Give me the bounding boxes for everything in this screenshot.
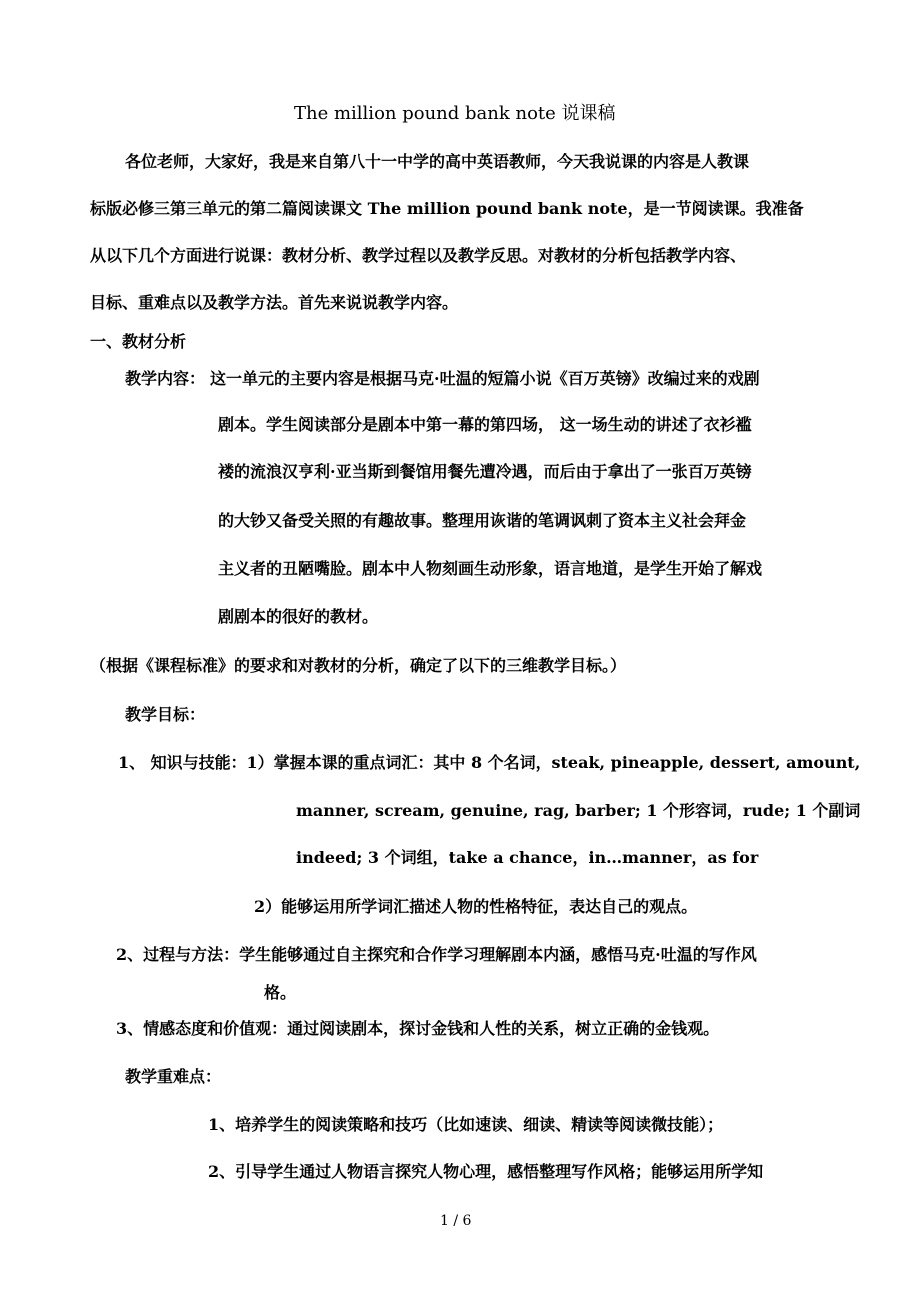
content-line-3: 褛的流浪汉亨利·亚当斯到餐馆用餐先遭冷遇，而后由于拿出了一张百万英镑 <box>218 462 752 481</box>
objective-1-line-4: 2）能够运用所学词汇描述人物的性格特征，表达自己的观点。 <box>254 897 698 916</box>
key-point-1: 1、培养学生的阅读策略和技巧（比如速读、细读、精读等阅读微技能）； <box>208 1115 724 1134</box>
section-heading: 一、教材分析 <box>90 332 187 351</box>
objectives-label: 教学目标： <box>125 705 206 724</box>
content-line-4: 的大钞又备受关照的有趣故事。整理用诙谐的笔调讽刺了资本主义社会拜金 <box>218 511 747 530</box>
objective-1-line-2: manner, scream, genuine, rag, barber; 1 个形容词，rude; 1 个副词 <box>296 801 861 820</box>
intro-line-1: 各位老师，大家好，我是来自第八十一中学的高中英语教师，今天我说课的内容是人教课 <box>125 152 750 171</box>
objective-1-line-3: indeed; 3 个词组，take a chance，in…manner，as for <box>296 848 759 867</box>
objective-2-line-2: 格。 <box>264 983 297 1002</box>
content-label: 教学内容： <box>125 369 206 388</box>
standard-note: （根据《课程标准》的要求和对教材的分析，确定了以下的三维教学目标。） <box>90 656 627 675</box>
key-points-label: 教学重难点： <box>125 1067 222 1086</box>
page-title: The million pound bank note 说课稿 <box>294 103 616 124</box>
content-line-2: 剧本。学生阅读部分是剧本中第一幕的第四场， 这一场生动的讲述了衣衫褴 <box>218 415 752 434</box>
page-number: 1 / 6 <box>440 1213 472 1229</box>
content-line-1: 这一单元的主要内容是根据马克·吐温的短篇小说《百万英镑》改编过来的戏剧 <box>210 369 760 388</box>
key-point-2: 2、引导学生通过人物语言探究人物心理，感悟整理写作风格；能够运用所学知 <box>208 1162 764 1181</box>
intro-line-2: 标版必修三第三单元的第二篇阅读课文 The million pound bank note，是一节阅读课。我准备 <box>90 199 804 218</box>
content-line-6: 剧剧本的很好的教材。 <box>218 607 379 626</box>
objective-2-line-1: 2、过程与方法：学生能够通过自主探究和合作学习理解剧本内涵，感悟马克·吐温的写作风 <box>116 945 757 964</box>
intro-line-3: 从以下几个方面进行说课：教材分析、教学过程以及教学反思。对教材的分析包括教学内容、 <box>90 246 747 265</box>
objective-3: 3、情感态度和价值观：通过阅读剧本，探讨金钱和人性的关系，树立正确的金钱观。 <box>116 1019 720 1038</box>
intro-line-4: 目标、重难点以及教学方法。首先来说说教学内容。 <box>90 293 459 312</box>
content-line-5: 主义者的丑陋嘴脸。剧本中人物刻画生动形象，语言地道，是学生开始了解戏 <box>218 559 763 578</box>
objective-1-line-1: 1、 知识与技能：1）掌握本课的重点词汇：其中 8 个名词，steak, pineapple, dessert, amount, <box>118 753 861 772</box>
